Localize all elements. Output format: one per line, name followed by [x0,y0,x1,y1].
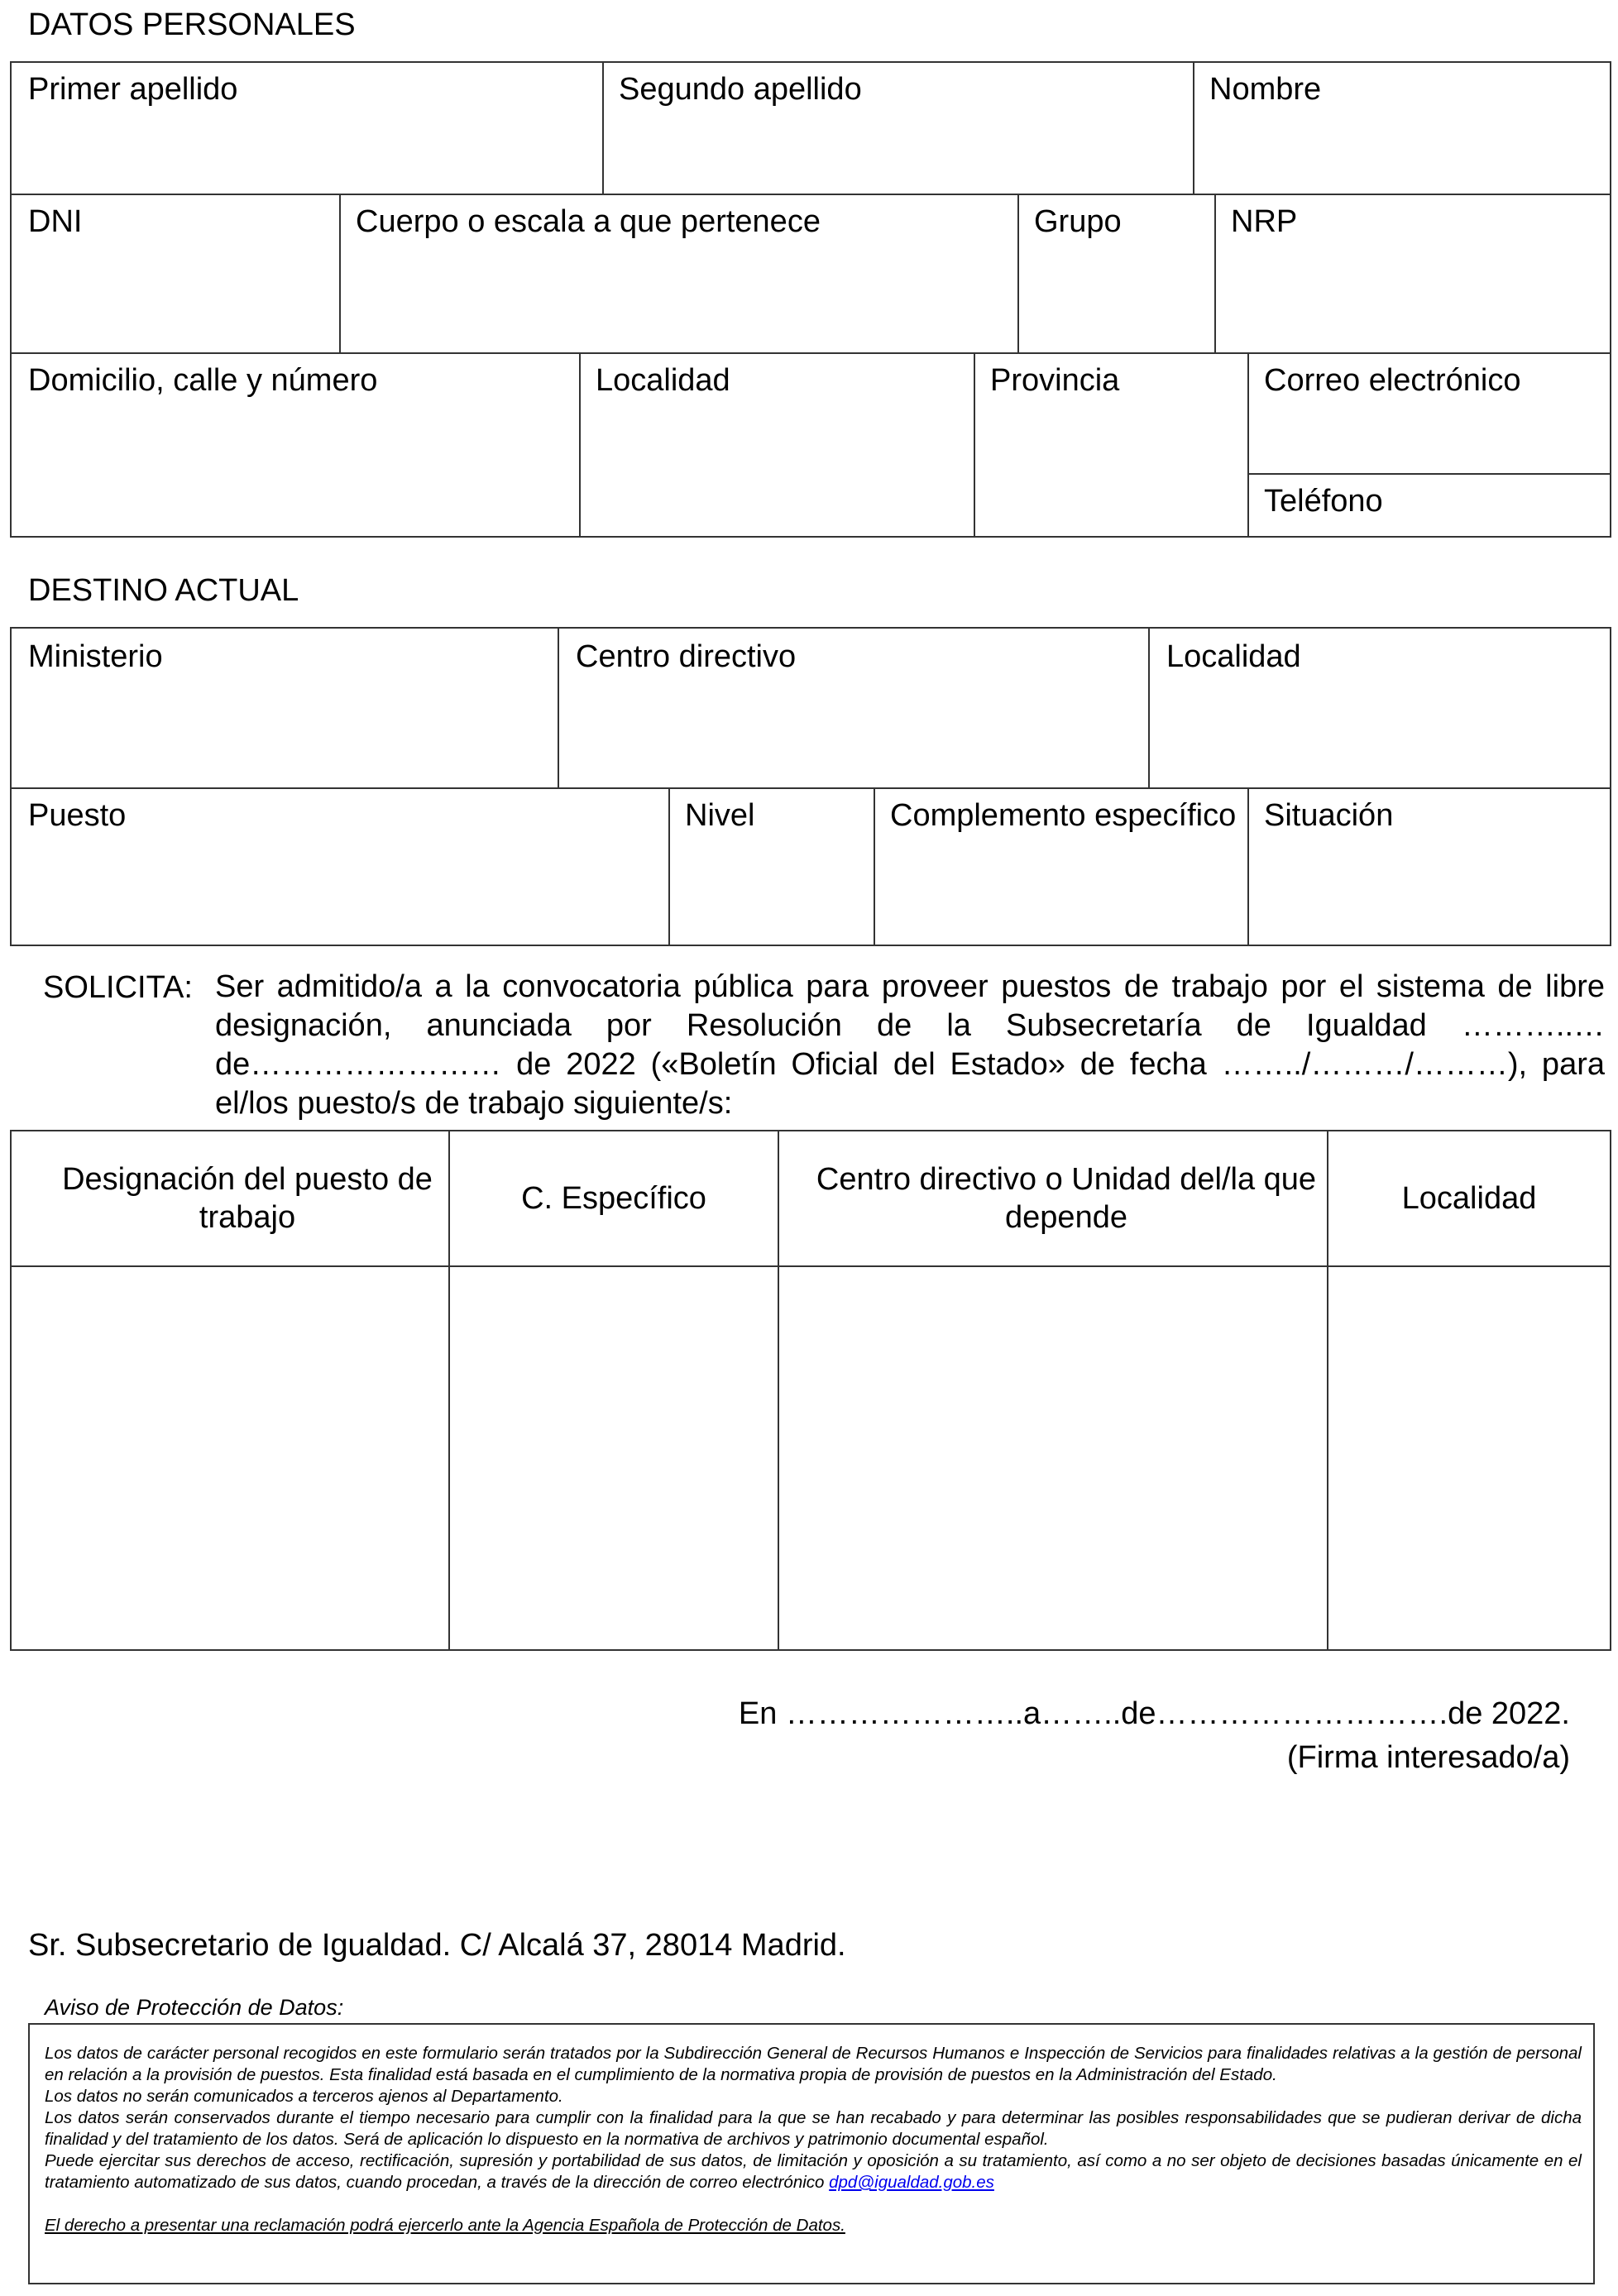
solicita-label: SOLICITA: [43,970,193,1005]
telefono-field[interactable]: Teléfono [1264,484,1383,519]
domicilio-field[interactable]: Domicilio, calle y número [28,363,378,398]
nombre-field[interactable]: Nombre [1209,72,1322,107]
nivel-field[interactable]: Nivel [685,798,755,833]
localidad-destino-field[interactable]: Localidad [1166,639,1301,674]
correo-electronico-field[interactable]: Correo electrónico [1264,363,1521,398]
c-especifico-input-cell[interactable] [450,1267,778,1649]
aviso-p4-wrap [45,2150,1582,2193]
localidad-input-cell[interactable] [1328,1267,1610,1649]
aviso-box [28,2023,1595,2284]
datos-personales-grid [10,61,1611,538]
primer-apellido-field[interactable]: Primer apellido [28,72,238,107]
lugar-fecha: En …………………..a……..de……………………….de 2022. [738,1696,1570,1731]
aviso-p2: Los datos no serán comunicados a terceros ajenos al Departamento. [45,2087,563,2106]
ministerio-field[interactable]: Ministerio [28,639,163,674]
complemento-especifico-field[interactable]: Complemento específico [890,798,1237,833]
header-c-especifico: C. Específico [521,1181,706,1216]
header-localidad: Localidad [1401,1181,1537,1216]
nrp-field[interactable]: NRP [1231,204,1298,239]
dpd-email-link[interactable]: dpd@igualdad.gob.es [829,2173,994,2192]
puestos-table [10,1130,1611,1651]
grupo-field[interactable]: Grupo [1034,204,1122,239]
destino-actual-title: DESTINO ACTUAL [28,573,299,608]
aviso-title: Aviso de Protección de Datos: [45,1995,344,2020]
situacion-field[interactable]: Situación [1264,798,1394,833]
destino-actual-grid [10,627,1611,946]
header-centro-directivo: Centro directivo o Unidad del/la que depende [816,1162,1317,1235]
localidad-personal-field[interactable]: Localidad [596,363,730,398]
provincia-field[interactable]: Provincia [990,363,1120,398]
segundo-apellido-field[interactable]: Segundo apellido [619,72,862,107]
aviso-p3: Los datos serán conservados durante el tiempo necesario para cumplir con la finalidad para la que se han recabado y para determinar las posibles responsabilidades que se pudieran derivar de dicha finalidad y del tratamiento de los datos. Será de aplicación lo dispuesto en la normativa de archivos y patrimonio documental español. [45,2108,1582,2149]
aviso-p4: Puede ejercitar sus derechos de acceso, rectificación, supresión y portabilidad de sus datos, de limitación y oposición a su tratamiento, así como a no ser objeto de decisiones basadas únicamente en el tratamiento automatizado de sus datos, cuando procedan, a través de la dirección de correo electrónico [45,2151,1582,2192]
destinatario: Sr. Subsecretario de Igualdad. C/ Alcalá 37, 28014 Madrid. [28,1928,846,1963]
aviso-p1: Los datos de carácter personal recogidos en este formulario serán tratados por la Subdirección General de Recursos Humanos e Inspección de Servicios para finalidades relativas a la gestión de personal en relación a la provisión de puestos. Esta finalidad está basada en el cumplimiento de la normativa propia de provisión de puestos en la Administración del Estado. [45,2044,1582,2084]
centro-directivo-field[interactable]: Centro directivo [576,639,797,674]
puesto-field[interactable]: Puesto [28,798,127,833]
centro-directivo-input-cell[interactable] [779,1267,1327,1649]
solicita-text: Ser admitido/a a la convocatoria pública para proveer puestos de trabajo por el sistema de libre designación, anunciada por Resolución de la Subsecretaría de Igualdad ………..…de…………………… de 2022 («Boletín Oficial del Estado» de fecha ……../………/………), para el/los puesto/s de trabajo siguiente/s: [215,969,1605,1121]
designacion-input-cell[interactable] [12,1267,448,1649]
datos-personales-title: DATOS PERSONALES [28,7,356,42]
firma-label: (Firma interesado/a) [1286,1740,1570,1775]
aviso-p5: El derecho a presentar una reclamación podrá ejercerlo ante la Agencia Española de Protección de Datos. [45,2216,845,2235]
cuerpo-escala-field[interactable]: Cuerpo o escala a que pertenece [356,204,821,239]
header-designacion: Designación del puesto de trabajo [62,1162,433,1235]
dni-field[interactable]: DNI [28,204,83,239]
